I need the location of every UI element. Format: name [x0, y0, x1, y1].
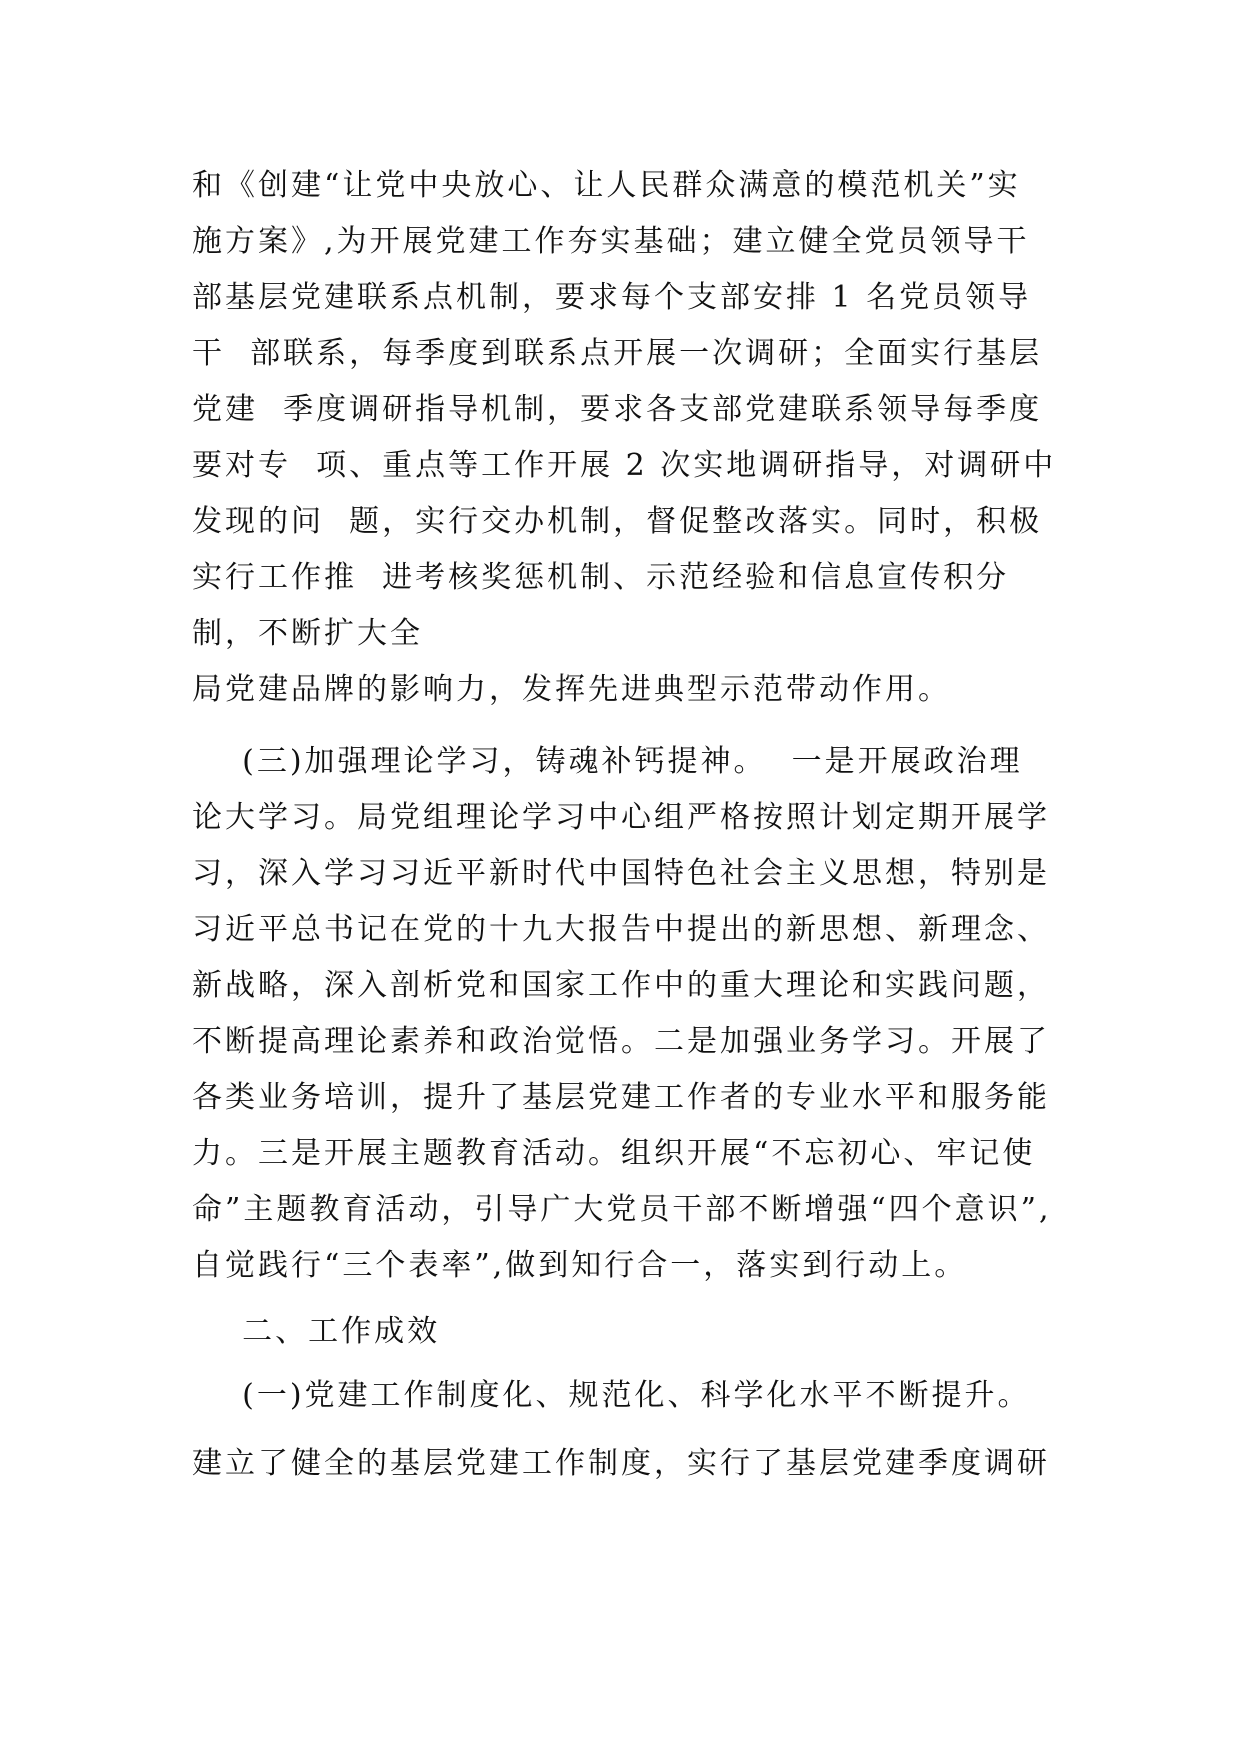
text-line: 各类业务培训，提升了基层党建工作者的专业水平和服务能 — [192, 1080, 1050, 1115]
text-line: 和《创建“让党中央放心、让人民群众满意的模范机关”实 — [192, 168, 1021, 203]
text-line: 施方案》,为开展党建工作夯实基础；建立健全党员领导干 — [192, 224, 1030, 259]
paragraph-spacing — [192, 1424, 1062, 1436]
text-line: 力。三是开展主题教育活动。组织开展“不忘初心、牢记使 — [192, 1136, 1036, 1171]
text-line: 党建 季度调研指导机制，要求各支部党建联系领导每季度 — [192, 392, 1043, 427]
text-line: 要对专 项、重点等工作开展 2 次实地调研指导，对调研中 — [192, 448, 1057, 483]
paragraph-1 — [192, 158, 1062, 718]
section-heading: 二、工作成效 — [192, 1314, 441, 1349]
text-line: 论大学习。局党组理论学习中心组严格按照计划定期开展学 — [192, 800, 1050, 835]
text-line: 部基层党建联系点机制，要求每个支部安排 1 名党员领导 — [192, 280, 1032, 315]
text-line: 命”主题教育活动，引导广大党员干部不断增强“四个意识”, — [192, 1192, 1052, 1227]
paragraph-spacing — [192, 1294, 1062, 1304]
section-heading-line: (三)加强理论学习，铸魂补钙提神。 一是开展政治理 — [192, 744, 1023, 779]
text-line: 习，深入学习习近平新时代中国特色社会主义思想，特别是 — [192, 856, 1050, 891]
text-line: 新战略，深入剖析党和国家工作中的重大理论和实践问题， — [192, 968, 1050, 1003]
document-body — [192, 158, 1062, 1492]
paragraph-3 — [192, 1436, 1062, 1492]
text-line: 局党建品牌的影响力，发挥先进典型示范带动作用。 — [192, 672, 951, 707]
paragraph-2 — [192, 734, 1062, 1294]
subsection-heading: (一)党建工作制度化、规范化、科学化水平不断提升。 — [192, 1378, 1031, 1413]
paragraph-spacing — [192, 1360, 1062, 1368]
text-line: 不断提高理论素养和政治觉悟。二是加强业务学习。开展了 — [192, 1024, 1050, 1059]
text-line: 制，不断扩大全 — [192, 616, 423, 651]
text-line: 干 部联系，每季度到联系点开展一次调研；全面实行基层 — [192, 336, 1043, 371]
text-line: 自觉践行“三个表率”,做到知行合一，落实到行动上。 — [192, 1248, 968, 1283]
text-line: 建立了健全的基层党建工作制度，实行了基层党建季度调研 — [192, 1446, 1050, 1481]
paragraph-spacing — [192, 718, 1062, 734]
text-line: 发现的问 题，实行交办机制，督促整改落实。同时，积极 — [192, 504, 1043, 539]
text-line: 习近平总书记在党的十九大报告中提出的新思想、新理念、 — [192, 912, 1050, 947]
text-line: 实行工作推 进考核奖惩机制、示范经验和信息宣传积分 — [192, 560, 1010, 595]
